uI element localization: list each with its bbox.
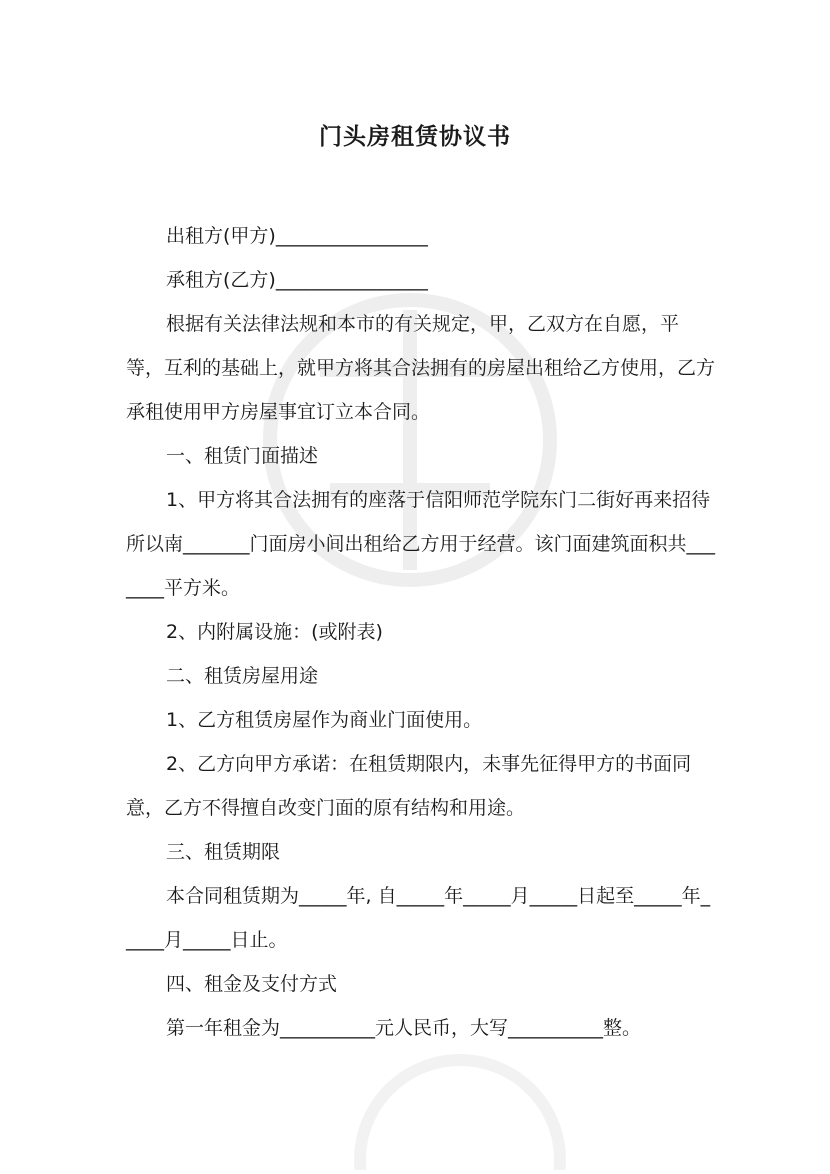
document-title: 门头房租赁协议书: [319, 123, 511, 150]
section-heading-3: 三、租赁期限: [166, 841, 281, 863]
document-body: [126, 214, 716, 1050]
lessor-line: 出租方(甲方)________________: [166, 225, 428, 247]
clause-3-1: 本合同租赁期为_____年, 自_____年_____月_____日起至_____年_____月_____日止。: [126, 885, 711, 951]
clause-4-1: 第一年租金为__________元人民币，大写__________整。: [166, 1017, 642, 1039]
section-heading-4: 四、租金及支付方式: [166, 973, 338, 995]
clause-2-1: 1、乙方租赁房屋作为商业门面使用。: [166, 709, 483, 731]
preamble-paragraph: 根据有关法律法规和本市的有关规定，甲，乙双方在自愿，平等，互利的基础上，就甲方将其合法拥有的房屋出租给乙方使用，乙方承租使用甲方房屋事宜订立本合同。: [126, 313, 716, 423]
clause-2-2: 2、乙方向甲方承诺：在租赁期限内，未事先征得甲方的书面同意，乙方不得擅自改变门面的原有结构和用途。: [126, 753, 692, 819]
lessee-line: 承租方(乙方)________________: [166, 269, 428, 291]
section-heading-2: 二、租赁房屋用途: [166, 665, 319, 687]
clause-1-1: 1、甲方将其合法拥有的座落于信阳师范学院东门二街好再来招待所以南_______门面房小间出租给乙方用于经营。该门面建筑面积共_______平方米。: [126, 489, 716, 599]
watermark-logo-icon-bottom: [330, 1040, 590, 1170]
section-heading-1: 一、租赁门面描述: [166, 445, 319, 467]
clause-1-2: 2、内附属设施：(或附表): [166, 621, 383, 643]
